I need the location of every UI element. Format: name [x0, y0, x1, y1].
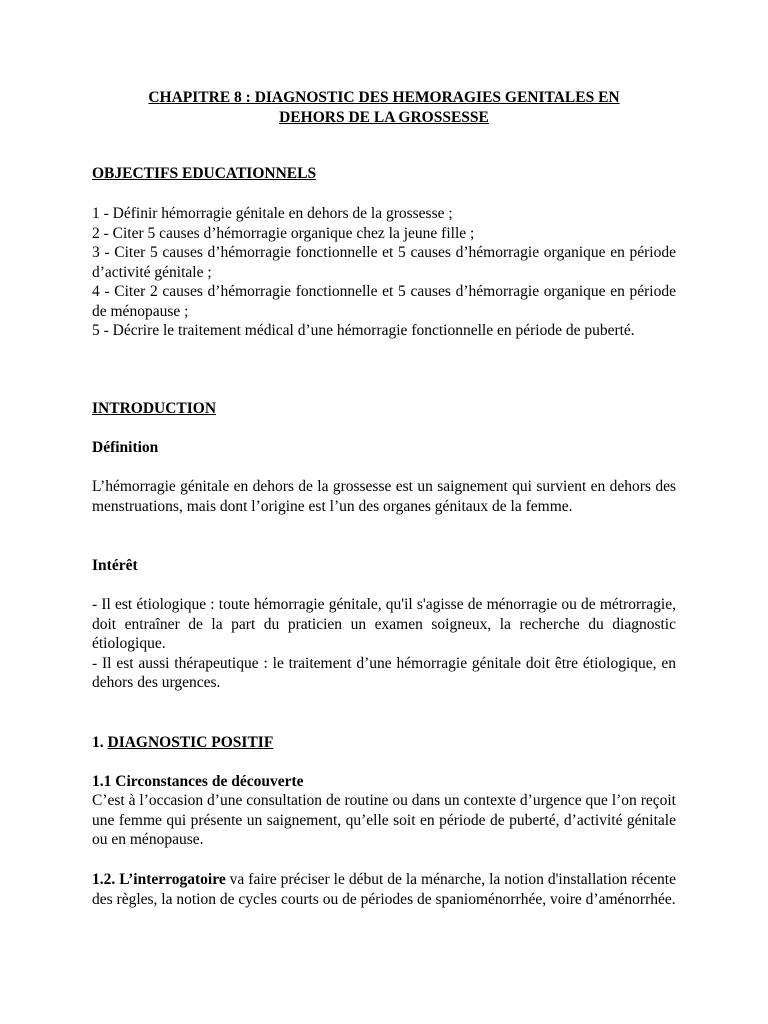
definition-text: L’hémorragie génitale en dehors de la grossesse est un saignement qui survient en dehors des menstruations, mais dont l’origine est l’un des organes génitaux de la femme. [92, 478, 676, 515]
subsection-1-2-text: va faire préciser le début de la ménarche, la notion d'installation récente des règles, la notion de cycles courts ou de périodes de spanioménorrhée, voire d’aménorrhée. [92, 871, 676, 908]
chapter-title-line-1: CHAPITRE 8 : DIAGNOSTIC DES HEMORAGIES GENITALES EN [148, 89, 620, 106]
section-1-number: 1. [92, 734, 104, 751]
subsection-1-1-paragraph [92, 791, 676, 850]
chapter-title [92, 88, 676, 127]
introduction-heading: INTRODUCTION [92, 400, 217, 417]
subsection-1-2-body [92, 870, 676, 909]
objective-item-5: 5 - Décrire le traitement médical d’une hémorragie fonctionnelle en période de puberté. [92, 322, 635, 339]
interet-paragraph [92, 595, 676, 693]
section-1-title: DIAGNOSTIC POSITIF [107, 734, 274, 751]
subsection-1-2-heading: 1.2. L’interrogatoire [92, 871, 226, 888]
objectives-list [92, 204, 676, 341]
objective-item-3: 3 - Citer 5 causes d’hémorragie fonctionnelle et 5 causes d’hémorragie organique en période d’activité génitale ; [92, 244, 676, 281]
definition-paragraph [92, 477, 676, 516]
subsection-1-1-text: C’est à l’occasion d’une consultation de routine ou dans un contexte d’urgence que l’on reçoit une femme qui présente un saignement, qu’elle soit en période de puberté, d’activité génitale ou en ménopause. [92, 792, 676, 848]
interet-heading: Intérêt [92, 557, 138, 574]
section-1-heading [92, 733, 676, 753]
subsection-1-1-heading: 1.1 Circonstances de découverte [92, 773, 304, 790]
chapter-title-line-2: DEHORS DE LA GROSSESSE [279, 108, 489, 126]
subsection-1-2-paragraph [92, 870, 676, 909]
objective-item-1: 1 - Définir hémorragie génitale en dehors de la grossesse ; [92, 205, 453, 222]
objective-item-2: 2 - Citer 5 causes d’hémorragie organique chez la jeune fille ; [92, 224, 475, 242]
objectives-heading: OBJECTIFS EDUCATIONNELS [92, 165, 317, 182]
definition-heading: Définition [92, 439, 159, 456]
interet-item-2: - Il est aussi thérapeutique : le traitement d’une hémorragie génitale doit être étiologique, en dehors des urgences. [92, 654, 676, 691]
objective-item-4: 4 - Citer 2 causes d’hémorragie fonctionnelle et 5 causes d’hémorragie organique en période de ménopause ; [92, 283, 676, 320]
interet-item-1: - Il est étiologique : toute hémorragie génitale, qu'il s'agisse de ménorragie ou de métrorragie, doit entraîner de la part du praticien un examen soigneux, la recherche du diagnostic étiologique. [92, 596, 676, 652]
